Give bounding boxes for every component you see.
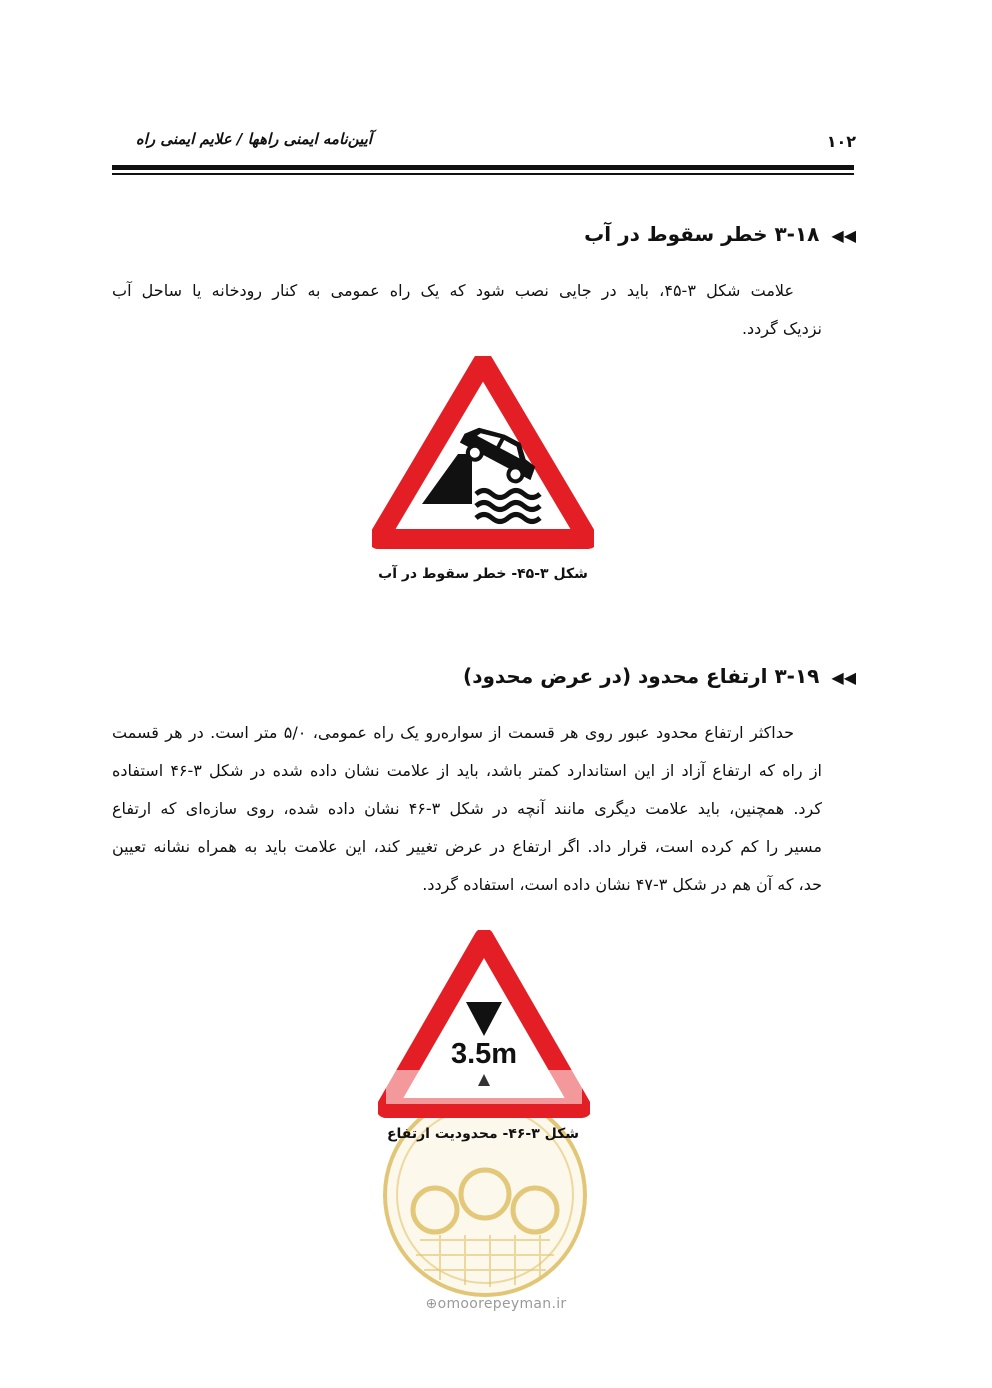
paragraph-line: حد، که آن هم در شکل ۳-۴۷ نشان داده است، استفاده گردد. [422, 875, 822, 894]
header-rule-thin [112, 173, 854, 175]
section-heading-19 [463, 664, 856, 688]
paragraph-line: نزدیک گردد. [741, 319, 822, 338]
paragraph-line: مسیر را کم کرده است، قرار داد. اگر ارتفاع در عرض تغییر کند، این علامت باید به همراه نشانه تعیین [112, 837, 822, 856]
paragraph-line: علامت شکل ۳-۴۵، باید در جایی نصب شود که یک راه عمومی به کنار رودخانه یا ساحل آب [112, 281, 794, 300]
figure-caption-45: شکل ۳-۴۵- خطر سقوط در آب [378, 566, 588, 582]
section-heading-text: ۳-۱۸ خطر سقوط در آب [584, 222, 820, 246]
section-paragraph-19 [112, 714, 822, 904]
page-number: ۱۰۲ [826, 132, 856, 151]
paragraph-line: از راه که ارتفاع آزاد از این استاندارد کمتر باشد، باید از علامت نشان داده شده در شکل ۳-۴۶ استفاده [112, 761, 822, 780]
section-marker-icon: ◀◀ [831, 668, 856, 687]
section-heading-18 [584, 222, 856, 246]
section-marker-icon: ◀◀ [831, 226, 856, 245]
watermark-url: ⊕omoorepeyman.ir [425, 1296, 567, 1312]
figure-caption-46: شکل ۳-۴۶- محدودیت ارتفاع [386, 1126, 580, 1142]
globe-icon: ⊕ [425, 1296, 438, 1312]
paragraph-line: کرد. همچنین، باید علامت دیگری مانند آنچه در شکل ۳-۴۶ نشان داده شده، روی سازه‌ای که ارتفاع [112, 799, 822, 818]
section-heading-text: ۳-۱۹ ارتفاع محدود (در عرض محدود) [463, 664, 820, 688]
water-hazard-sign-icon [372, 356, 594, 552]
running-title: آیین‌نامه ایمنی راهها / علایم ایمنی راه [135, 130, 372, 148]
paragraph-line: حداکثر ارتفاع محدود عبور روی هر قسمت از سواره‌رو یک راه عمومی، ۵/۰ متر است. در هر قسمت [112, 723, 794, 742]
section-paragraph-18 [112, 272, 822, 348]
height-limit-sign-icon [378, 930, 590, 1130]
header-rule-thick [112, 165, 854, 170]
sign-height-label: 3.5m [450, 1038, 518, 1070]
